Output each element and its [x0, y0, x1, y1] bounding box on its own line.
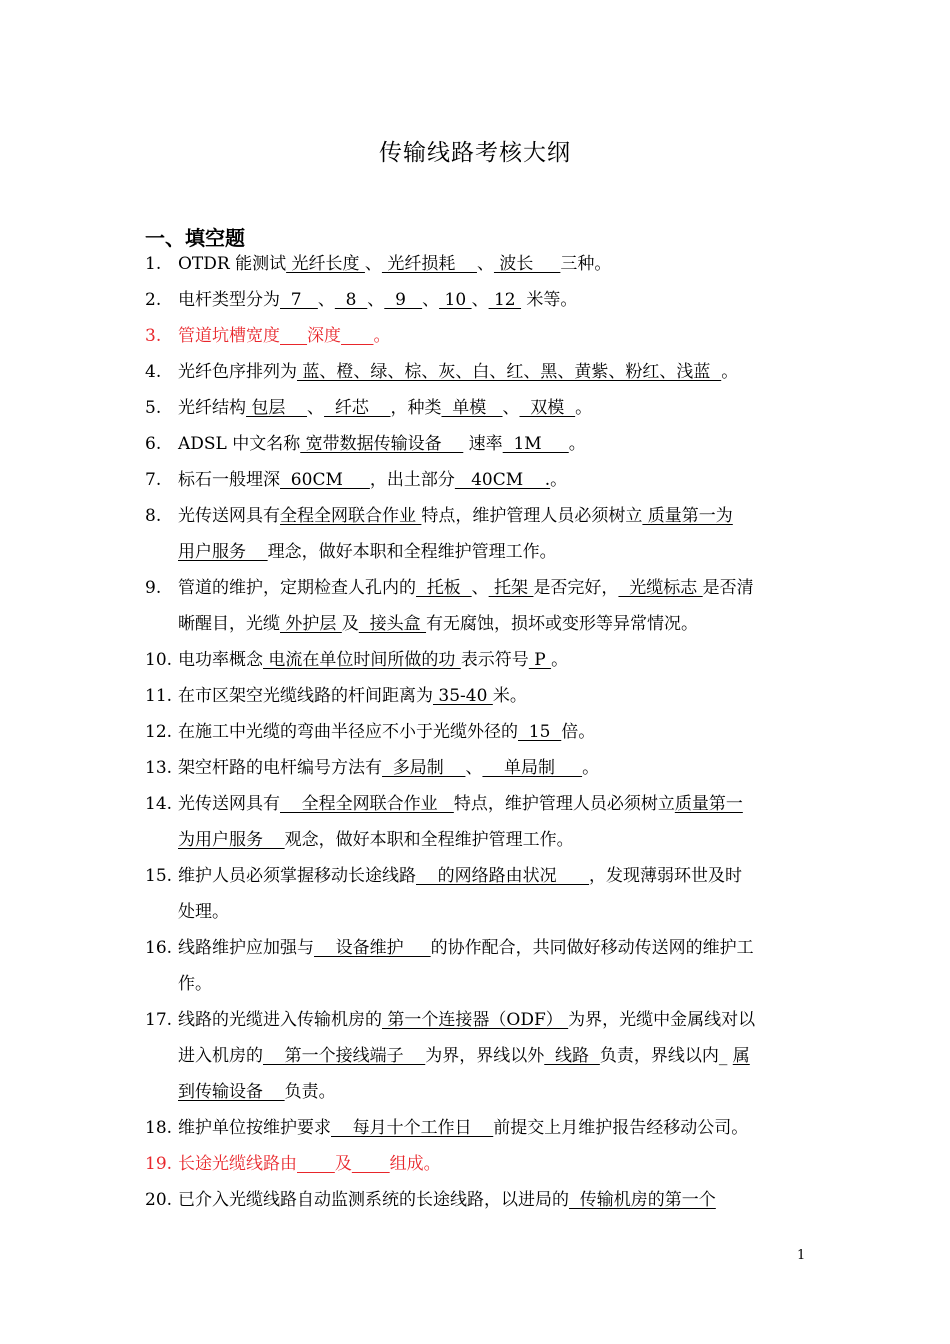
question-item [145, 1002, 825, 1110]
answer-blank: 每月十个工作日 [331, 1118, 494, 1138]
question-number: 4. [145, 362, 162, 382]
question-number: 10. [145, 650, 173, 670]
question-text: 、 [471, 290, 489, 310]
question-number: 13. [145, 758, 173, 778]
question-text: 在施工中光缆的弯曲半径应不小于光缆外径的 [178, 722, 518, 742]
answer-blank: 10 [439, 290, 472, 310]
answer-blank: 波长 [493, 254, 561, 274]
answer-blank: 单局制 [482, 758, 583, 778]
question-text: 的协作配合，共同做好移动传送网的维护工 [430, 938, 754, 958]
question-text: 、 [317, 290, 335, 310]
answer-blank: 9 [384, 290, 423, 310]
answer-blank: 为用户服务 [178, 830, 285, 850]
question-number: 11. [145, 686, 173, 706]
answer-blank: 接头盒 [358, 614, 427, 634]
question-item [145, 282, 825, 318]
question-text: 是否清 [702, 578, 754, 598]
question-item [145, 1110, 825, 1146]
question-item [145, 786, 825, 858]
question-line [178, 570, 754, 606]
question-number: 3. [145, 326, 162, 346]
answer-blank: 第一个连接器（ODF） [382, 1010, 569, 1030]
question-number: 18. [145, 1118, 173, 1138]
question-line [178, 1002, 755, 1038]
question-item [145, 426, 825, 462]
answer-blank: 8 [334, 290, 368, 310]
question-number: 19. [145, 1154, 173, 1174]
question-line [178, 426, 586, 462]
question-text: 米等。 [521, 290, 578, 310]
question-text: 。 [551, 650, 569, 670]
question-text: 光纤色序排列为 [178, 362, 297, 382]
question-number: 14. [145, 794, 173, 814]
question-text: 是否完好， [533, 578, 619, 598]
question-text: ，种类 [390, 398, 442, 418]
question-line [178, 1182, 716, 1218]
question-number: 8. [145, 506, 162, 526]
answer-blank: 包层 [246, 398, 308, 418]
answer-blank: 多局制 [382, 758, 466, 778]
question-item [145, 318, 825, 354]
question-text: 电杆类型分为 [178, 290, 280, 310]
question-line [178, 750, 599, 786]
question-item [145, 714, 825, 750]
question-line [178, 822, 574, 858]
answer-blank: 的网络路由状况 [416, 866, 590, 886]
question-item [145, 930, 825, 1002]
question-line [178, 678, 527, 714]
question-text: 及 [334, 1154, 352, 1174]
question-number: 17. [145, 1010, 173, 1030]
answer-blank: 用户服务 [178, 542, 268, 562]
question-text: 长途光缆线路由 [178, 1154, 297, 1174]
question-item [145, 462, 825, 498]
answer-blank [341, 326, 373, 346]
question-line [178, 606, 698, 642]
question-line [178, 786, 743, 822]
question-text: 进入机房的 [178, 1046, 263, 1066]
question-number: 20. [145, 1190, 173, 1210]
answer-blank: 外护层 [280, 614, 342, 634]
question-text: 表示符号 [460, 650, 529, 670]
question-text: 速率 [463, 434, 503, 454]
question-item [145, 390, 825, 426]
question-item [145, 1182, 825, 1218]
answer-blank: 40CM . [454, 470, 551, 490]
question-text: 、 [364, 254, 382, 274]
answer-blank: 1M [502, 434, 569, 454]
question-item [145, 642, 825, 678]
question-text: 已介入光缆线路自动监测系统的长途线路，以进局的 [178, 1190, 569, 1210]
answer-blank: 托架 [488, 578, 534, 598]
question-number: 15. [145, 866, 173, 886]
question-text: 晰醒目，光缆 [178, 614, 280, 634]
question-text: 特点，维护管理人员必须树立 [421, 506, 643, 526]
question-line [178, 534, 557, 570]
answer-blank: P [528, 650, 552, 670]
question-text: 光纤结构 [178, 398, 246, 418]
question-text: ，出土部分 [369, 470, 455, 490]
question-text: 作。 [178, 974, 212, 994]
page-number: 1 [797, 1248, 806, 1263]
question-text: 。 [568, 434, 586, 454]
question-text: 特点，维护管理人员必须树立 [453, 794, 675, 814]
question-text: 。 [575, 398, 593, 418]
question-item [145, 246, 825, 282]
question-text: _ [718, 1046, 733, 1066]
question-text: 及 [341, 614, 359, 634]
answer-blank: 属 [732, 1046, 750, 1066]
answer-blank: 全程全网联合作业 [280, 794, 454, 814]
question-line [178, 318, 390, 354]
answer-blank: 双模 [519, 398, 576, 418]
answer-blank [352, 1154, 390, 1174]
question-text: 。 [550, 470, 568, 490]
question-text: 。 [373, 326, 391, 346]
answer-blank: 质量第一 [674, 794, 743, 814]
page-title: 传输线路考核大纲 [379, 140, 571, 166]
question-item [145, 678, 825, 714]
answer-blank: 质量第一为 [642, 506, 733, 526]
question-text: 维护人员必须掌握移动长途线路 [178, 866, 416, 886]
answer-blank: 35-40 [433, 686, 493, 706]
question-text: 。 [721, 362, 739, 382]
question-text: 、 [502, 398, 520, 418]
answer-blank: 15 [518, 722, 562, 742]
question-text: ，发现薄弱环世及时 [589, 866, 743, 886]
question-item [145, 750, 825, 786]
question-line [178, 498, 733, 534]
question-text: ADSL 中文名称 [178, 434, 301, 454]
question-text: 标石一般埋深 [178, 470, 280, 490]
question-line [178, 1038, 750, 1074]
question-number: 6. [145, 434, 162, 454]
answer-blank: 宽带数据传输设备 [300, 434, 464, 454]
question-line [178, 1074, 336, 1110]
question-text: 维护单位按维护要求 [178, 1118, 331, 1138]
question-number: 9. [145, 578, 162, 598]
question-text: 、 [422, 290, 440, 310]
question-number: 12. [145, 722, 173, 742]
question-text: 电功率概念 [178, 650, 263, 670]
question-line [178, 246, 611, 282]
question-text: 为界，光缆中金属线对以 [568, 1010, 756, 1030]
answer-blank: 全程全网联合作业 [280, 506, 422, 526]
question-text: 在市区架空光缆线路的杆间距离为 [178, 686, 433, 706]
question-item [145, 858, 825, 930]
answer-blank: 线路 [544, 1046, 600, 1066]
question-text: 。 [582, 758, 600, 778]
answer-blank [280, 326, 307, 346]
question-text: 线路的光缆进入传输机房的 [178, 1010, 382, 1030]
question-text: 理念，做好本职和全程维护管理工作。 [267, 542, 557, 562]
question-text: 架空杆路的电杆编号方法有 [178, 758, 382, 778]
question-text: 倍。 [561, 722, 596, 742]
question-line [178, 894, 229, 930]
answer-blank: 12 [488, 290, 522, 310]
question-line [178, 354, 738, 390]
question-text: 组成。 [389, 1154, 441, 1174]
question-text: 三种。 [560, 254, 612, 274]
section-heading: 一、填空题 [145, 226, 245, 250]
question-line [178, 390, 592, 426]
answer-blank: 蓝、橙、绿、棕、灰、白、红、黑、黄紫、粉红、浅蓝 [297, 362, 722, 382]
question-text: 负责，界线以内 [599, 1046, 719, 1066]
answer-blank: 7 [280, 290, 318, 310]
question-line [178, 1146, 441, 1182]
question-text: 光传送网具有 [178, 794, 280, 814]
answer-blank: 光缆标志 [618, 578, 703, 598]
answer-blank: 光纤长度 [286, 254, 365, 274]
question-text: 、 [307, 398, 325, 418]
question-text: 米。 [492, 686, 527, 706]
question-line [178, 930, 754, 966]
question-line [178, 282, 577, 318]
question-text: 为界，界线以外 [425, 1046, 545, 1066]
answer-blank: 光纤损耗 [381, 254, 477, 274]
answer-blank: 单模 [441, 398, 503, 418]
question-text: 观念，做好本职和全程维护管理工作。 [284, 830, 574, 850]
question-line [178, 642, 568, 678]
answer-blank: 设备维护 [314, 938, 431, 958]
question-text: OTDR 能测试 [178, 254, 287, 274]
question-line [178, 966, 212, 1002]
question-item [145, 1146, 825, 1182]
answer-blank: 第一个接线端子 [263, 1046, 426, 1066]
answer-blank: 60CM [280, 470, 370, 490]
question-number: 2. [145, 290, 162, 310]
question-number: 7. [145, 470, 162, 490]
answer-blank: 托板 [416, 578, 472, 598]
answer-blank [297, 1154, 335, 1174]
question-text: 、 [476, 254, 494, 274]
question-text: 、 [465, 758, 483, 778]
question-number: 16. [145, 938, 173, 958]
question-text: 负责。 [284, 1082, 336, 1102]
question-line [178, 858, 742, 894]
question-line [178, 714, 595, 750]
question-line [178, 462, 567, 498]
question-text: 光传送网具有 [178, 506, 280, 526]
question-text: 有无腐蚀，损坏或变形等异常情况。 [426, 614, 699, 634]
question-text: 、 [471, 578, 489, 598]
question-item [145, 498, 825, 570]
question-number: 1. [145, 254, 162, 274]
question-text: 管道坑槽宽度 [178, 326, 280, 346]
question-line [178, 1110, 748, 1146]
question-text: 、 [367, 290, 385, 310]
answer-blank: 到传输设备 [178, 1082, 285, 1102]
question-item [145, 354, 825, 390]
answer-blank: 纤芯 [324, 398, 391, 418]
question-text: 管道的维护，定期检查人孔内的 [178, 578, 416, 598]
question-text: 前提交上月维护报告经移动公司。 [493, 1118, 749, 1138]
question-number: 5. [145, 398, 162, 418]
question-text: 线路维护应加强与 [178, 938, 314, 958]
question-text: 处理。 [178, 902, 229, 922]
answer-blank: 电流在单位时间所做的功 [263, 650, 461, 670]
question-text: 深度 [307, 326, 342, 346]
answer-blank: 传输机房的第一个 [569, 1190, 716, 1210]
question-item [145, 570, 825, 642]
